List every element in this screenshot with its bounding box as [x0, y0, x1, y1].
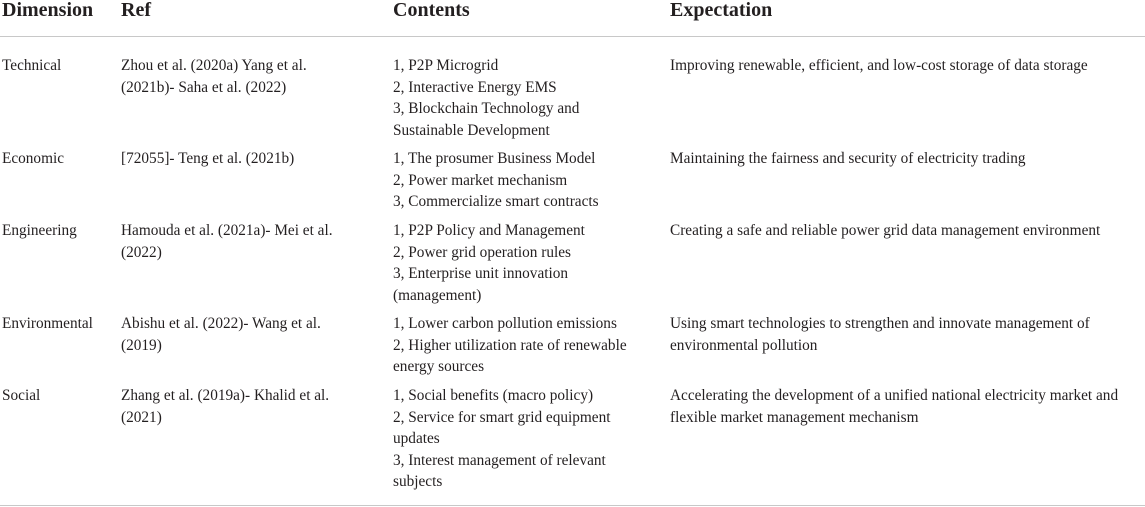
- table-header-row: [0, 0, 1145, 37]
- cell-contents-line: 3, Interest management of relevant: [393, 451, 606, 469]
- cell-contents-line: 3, Enterprise unit innovation: [393, 265, 569, 282]
- cell-ref-line: [72055]- Teng et al. (2021b): [121, 150, 295, 167]
- cell-contents-line: 2, Power grid operation rules: [393, 243, 571, 261]
- cell-dimension: [2, 313, 114, 335]
- cell-contents: [393, 385, 651, 493]
- cell-contents-line: 1, Social benefits (macro policy): [393, 387, 594, 404]
- cell-contents-line: 2, Power market mechanism: [393, 171, 568, 189]
- header-contents: Contents: [393, 0, 470, 21]
- cell-contents-line: energy sources: [393, 358, 485, 375]
- cell-ref-line: Abishu et al. (2022)- Wang et al.: [121, 315, 321, 332]
- cell-expectation: [670, 313, 1145, 356]
- cell-contents-line: 2, Service for smart grid equipment: [393, 408, 611, 426]
- cell-ref-line: Zhou et al. (2020a) Yang et al.: [121, 57, 307, 74]
- cell-expectation-line: Maintaining the fairness and security of electricity trading: [670, 150, 1026, 167]
- cell-expectation-line: flexible market management mechanism: [670, 408, 919, 426]
- cell-ref-line: Hamouda et al. (2021a)- Mei et al.: [121, 222, 333, 239]
- cell-contents-line: 3, Blockchain Technology and: [393, 100, 580, 117]
- cell-expectation-line: Creating a safe and reliable power grid data management environment: [670, 222, 1101, 239]
- cell-dimension: [2, 220, 114, 242]
- cell-expectation-line: Improving renewable, efficient, and low-cost storage of data storage: [670, 57, 1088, 74]
- cell-contents-line: 2, Interactive Energy EMS: [393, 78, 557, 96]
- cell-expectation: [670, 220, 1145, 242]
- cell-contents-line: Sustainable Development: [393, 121, 550, 139]
- cell-dimension: [2, 148, 114, 170]
- cell-ref: [121, 55, 371, 98]
- cell-dimension-text: Social: [2, 387, 41, 404]
- header-ref: Ref: [121, 0, 151, 21]
- cell-expectation-line: Using smart technologies to strengthen and innovate management of: [670, 315, 1090, 332]
- header-dimension: Dimension: [2, 0, 94, 21]
- cell-contents-line: updates: [393, 430, 440, 447]
- table-bottom-rule: [0, 505, 1145, 506]
- cell-dimension: [2, 385, 114, 407]
- cell-ref: [121, 220, 371, 263]
- cell-ref-line: Zhang et al. (2019a)- Khalid et al.: [121, 387, 330, 404]
- cell-dimension-text: Economic: [2, 150, 65, 167]
- cell-contents-line: subjects: [393, 473, 443, 490]
- cell-expectation-line: Accelerating the development of a unified national electricity market and: [670, 387, 1119, 404]
- cell-ref: [121, 148, 371, 170]
- cell-contents-line: (management): [393, 286, 482, 304]
- cell-contents-line: 1, The prosumer Business Model: [393, 150, 596, 167]
- cell-contents-line: 2, Higher utilization rate of renewable: [393, 336, 627, 354]
- cell-expectation-line: environmental pollution: [670, 336, 818, 354]
- header-expectation: Expectation: [670, 0, 773, 21]
- cell-contents-line: 1, P2P Policy and Management: [393, 222, 585, 239]
- cell-contents-line: 1, Lower carbon pollution emissions: [393, 315, 617, 332]
- cell-expectation: [670, 55, 1145, 77]
- cell-contents: [393, 220, 651, 306]
- cell-ref: [121, 313, 371, 356]
- cell-ref-line: (2021): [121, 408, 162, 426]
- cell-contents: [393, 148, 651, 213]
- cell-contents: [393, 313, 651, 378]
- cell-ref-line: (2021b)- Saha et al. (2022): [121, 78, 287, 96]
- cell-dimension: [2, 55, 114, 77]
- cell-ref-line: (2022): [121, 243, 162, 261]
- cell-contents: [393, 55, 651, 141]
- cell-expectation: [670, 148, 1145, 170]
- cell-ref-line: (2019): [121, 336, 162, 354]
- cell-expectation: [670, 385, 1145, 428]
- cell-contents-line: 1, P2P Microgrid: [393, 57, 499, 74]
- cell-ref: [121, 385, 371, 428]
- cell-contents-line: 3, Commercialize smart contracts: [393, 193, 599, 210]
- cell-dimension-text: Engineering: [2, 222, 77, 239]
- cell-dimension-text: Environmental: [2, 315, 93, 332]
- cell-dimension-text: Technical: [2, 57, 62, 74]
